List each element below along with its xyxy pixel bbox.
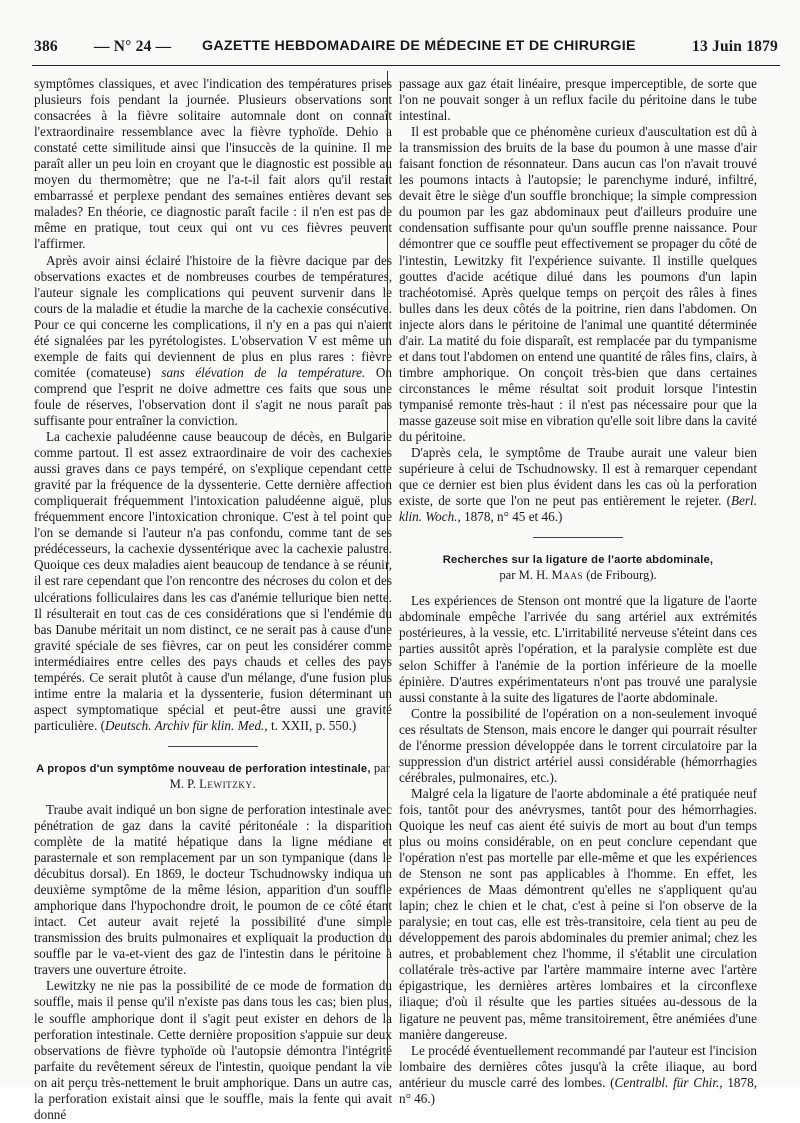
journal-title: GAZETTE HEBDOMADAIRE DE MÉDECINE ET DE CHIRURGIE	[202, 38, 636, 54]
paragraph: La cachexie paludéenne cause beaucoup de décès, en Bulgarie comme partout. Il est assez extraordinaire de voir des cachexies aussi graves dans ce pays tempéré, on s'explique cependant cette gravité par la fréquence de la dyssenterie. Cette dernière affection compliquerait fréquemment l'intoxication paludéenne aiguë, plus fréquemment encore l'intoxication chronique. C'est à tel point que l'on se demande si l'auteur n'a pas confondu, comme tant de ses prédécesseurs, la cachexie dyssentérique avec la cachexie palustre. Quoique ces deux maladies aient beaucoup de tendance à se réunir, il est rare cependant que l'on rencontre des nécroses du colon et des ulcérations folliculaires dans les cas d'anémie tellurique bien nette. Il résulterait en tout cas de ces considérations que si l'endémie du bas Danube méritait un nom distinct, ce ne serait pas à cause d'une gravité spéciale de ses fièvres, car on peut les considérer comme intermédiaires entre celles des pays chauds et celles des pays tempérés. Ce serait plutôt à cause d'un mélange, d'une fusion plus intime entre la malaria et la dyssenterie, fusion déterminant un aspect symptomatique spécial et peut-être aussi une gravité particulière. (Deutsch. Archiv für klin. Med., t. XXII, p. 550.)	[34, 429, 392, 733]
paragraph: Malgré cela la ligature de l'aorte abdominale a été pratiquée neuf fois, tantôt pour des anévrysmes, tantôt pour des hémorrhagies. Quoique les neuf cas aient été suivis de mort au bout d'un temps plus ou moins considérable, on en peut conclure cependant que l'opération n'est pas mortelle par elle-même et que les expériences de Stenson ne sont pas applicables à l'homme. En effet, les expériences de Maas démontrent qu'elles ne s'appliquent qu'au lapin; chez le chien et le chat, c'est à peine si l'on observe de la paralysie; en tout cas, elle est très-transitoire, cela tient au peu de développement des parois abdominales du premier animal; chez les autres, et probablement chez l'homme, il s'établit une circulation collatérale très-active par l'artère mammaire interne avec l'artère épigastrique, les dernières artères lombaires et la circonflexe iliaque; d'où il résulte que les parties situées au-dessous de la ligature ne peuvent pas, même transitoirement, être anémiées d'une manière dangereuse.	[399, 785, 757, 1042]
right-column	[399, 76, 757, 1107]
section-divider	[168, 746, 258, 747]
paragraph: symptômes classiques, et avec l'indication des températures prises plusieurs fois pendant la journée. Plusieurs observations sont consacrées à la fièvre solitaire automnale dont on connaît l'extraordinaire ressemblance avec la fièvre typhoïde. Dehio a constaté cette similitude ainsi que l'insuccès de la quinine. Il me paraît aller un peu loin en croyant que le diagnostic est possible au moyen du thermomètre; que ne l'a-t-il fait alors qu'il restait embarrassé et perplexe pendant des semaines entières devant ses malades? En théorie, ce diagnostic paraît facile : il n'en est pas de même en pratique, tout ceux qui ont vu ces fièvres peuvent l'affirmer.	[34, 76, 392, 252]
article-title: A propos d'un symptôme nouveau de perforation intestinale,	[36, 762, 371, 775]
paragraph: Le procédé éventuellement recommandé par l'auteur est l'incision lombaire des dernières côtes jusqu'à la crête iliaque, au bord antérieur du muscle carré des lombes. (Centralbl. für Chir., 1878, n° 46.)	[399, 1042, 758, 1106]
paragraph: D'après cela, le symptôme de Traube aurait une valeur bien supérieure à celui de Tschudnowsky. Il est à remarquer cependant que ce dernier est bien plus évident dans les cas où la perforation existe, de sorte que l'on ne peut pas entièrement le rejeter. (Berl. klin. Woch., 1878, n° 45 et 46.)	[399, 445, 757, 525]
article-author: Lewitzky.	[199, 776, 257, 791]
paragraph: Après avoir ainsi éclairé l'histoire de la fièvre dacique par des observations exactes et de nombreuses courbes de températures, l'auteur signale les complications qui peuvent survenir dans le cours de la maladie et étudie la marche de la cachexie consécutive. Pour ce qui concerne les complications, il n'y en a pas qui n'aient été signalées par les pyrétologistes. L'observation V est même un exemple de faits qui deviennent de plus en plus rares : fièvre comitée (comateuse) sans élévation de la température. On comprend que l'esprit ne doive admettre ces faits que sous une foule de réserves, l'observation dont il s'agit ne nous paraît pas suffisante pour entraîner la conviction.	[34, 252, 392, 428]
article-heading: A propos d'un symptôme nouveau de perforation intestinale, par M. P. Lewitzky.	[36, 760, 390, 791]
paragraph: Lewitzky ne nie pas la possibilité de ce mode de formation du souffle, mais il pense qu'il n'existe pas dans tous les cas; bien plus, le souffle amphorique dont il s'agit peut exister en dehors de la perforation intestinale. Cette dernière proposition s'appuie sur deux observations de fièvre typhoïde où l'autopsie démontra l'intégrité parfaite du revêtement séreux de l'intestin, quoique pendant la vie on ait perçu très-nettement le bruit amphorique. Dans un autre cas, la perforation existait ainsi que le souffle, mais la fente qui avait donné	[34, 978, 392, 1122]
issue-number: — N° 24 —	[94, 38, 172, 55]
paragraph: Les expériences de Stenson ont montré que la ligature de l'aorte abdominale empêche l'arrivée du sang artériel aux extrémités postérieures, à la vessie, etc. L'irritabilité nerveuse s'éteint dans ces parties aussitôt après l'opération, et la paralysie complète est due selon Schiffer à l'anémie de la portion inférieure de la moelle épinière. D'autres expérimentateurs n'ont pas trouvé une paralysie aussi constante à la suite des ligatures de l'aorte abdominale.	[399, 593, 757, 705]
left-column	[34, 76, 392, 1123]
paragraph: Traube avait indiqué un bon signe de perforation intestinale avec pénétration de gaz dans la cavité péritonéale : la disparition complète de la matité hépatique dans la ligne médiane et parasternale et son remplacement par un son tympanique (dans le décubitus dorsal). En 1869, le docteur Tschudnowsky indiqua un deuxième symptôme de la même lésion, apparition d'un souffle amphorique dans l'hypochondre droit, le poumon de ce côté étant intact. Cet auteur avait rejeté la possibilité d'une simple transmission des bruits pulmonaires et expliquait la production du souffle par le va-et-vient des gaz de l'intestin dans le péritoine à travers une ouverture étroite.	[34, 801, 392, 978]
issue-date: 13 Juin 1879	[692, 38, 778, 55]
paragraph: passage aux gaz était linéaire, presque imperceptible, de sorte que l'on ne pouvait songer à un reflux facile du péritoine dans le tube intestinal.	[399, 76, 757, 124]
article-heading: Recherches sur la ligature de l'aorte abdominale, par M. H. Maas (de Fribourg).	[442, 554, 714, 583]
header-rule	[32, 65, 780, 66]
running-header	[34, 38, 778, 62]
page-number: 386	[34, 38, 58, 55]
section-divider	[533, 537, 623, 538]
article-author: Maas	[551, 568, 584, 583]
paragraph: Contre la possibilité de l'opération on a non-seulement invoqué ces résultats de Stenson, mais encore le danger qui pourrait résulter de l'énorme pression développée dans le torrent circulatoire par la suppression d'un district artériel aussi considérable (hémorrhagies cérébrales, pulmonaires, etc.).	[399, 705, 757, 785]
article-title: Recherches sur la ligature de l'aorte abdominale,	[442, 554, 714, 567]
paragraph: Il est probable que ce phénomène curieux d'auscultation est dû à la transmission des bruits de la base du poumon à une masse d'air faisant fonction de résonnateur. Dans aucun cas l'on n'avait trouvé les poumons intacts à l'autopsie; le parenchyme induré, infiltré, devait être le siège d'un souffle bronchique; la simple compression du poumon par les gaz abdominaux peut d'ailleurs produire une condensation suffisante pour qu'un souffle prenne naissance. Pour démontrer que ce souffle peut effectivement se propager du côté de l'intestin, Lewitzky fit l'expérience suivante. Il instille quelques gouttes d'acide acétique dilué dans les poumons d'un lapin trachéotomisé. Après quelque temps on perçoit des râles à fines bulles dans les deux côtés de la poitrine, rien dans l'abdomen. On injecte alors dans le péritoine de l'animal une quantité déterminée d'air. La matité du foie disparaît, est remplacée par du tympanisme et dans tout l'abdomen on entend une quantité de râles fins, clairs, à timbre amphorique. On conçoit très-bien que dans certaines circonstances le même résultat soit produit lorsque l'intestin tympanisé remonte très-haut : il n'est pas nécessaire pour que la masse gazeuse soit mise en vibration qu'elle soit libre dans la cavité du péritoine.	[399, 124, 757, 445]
